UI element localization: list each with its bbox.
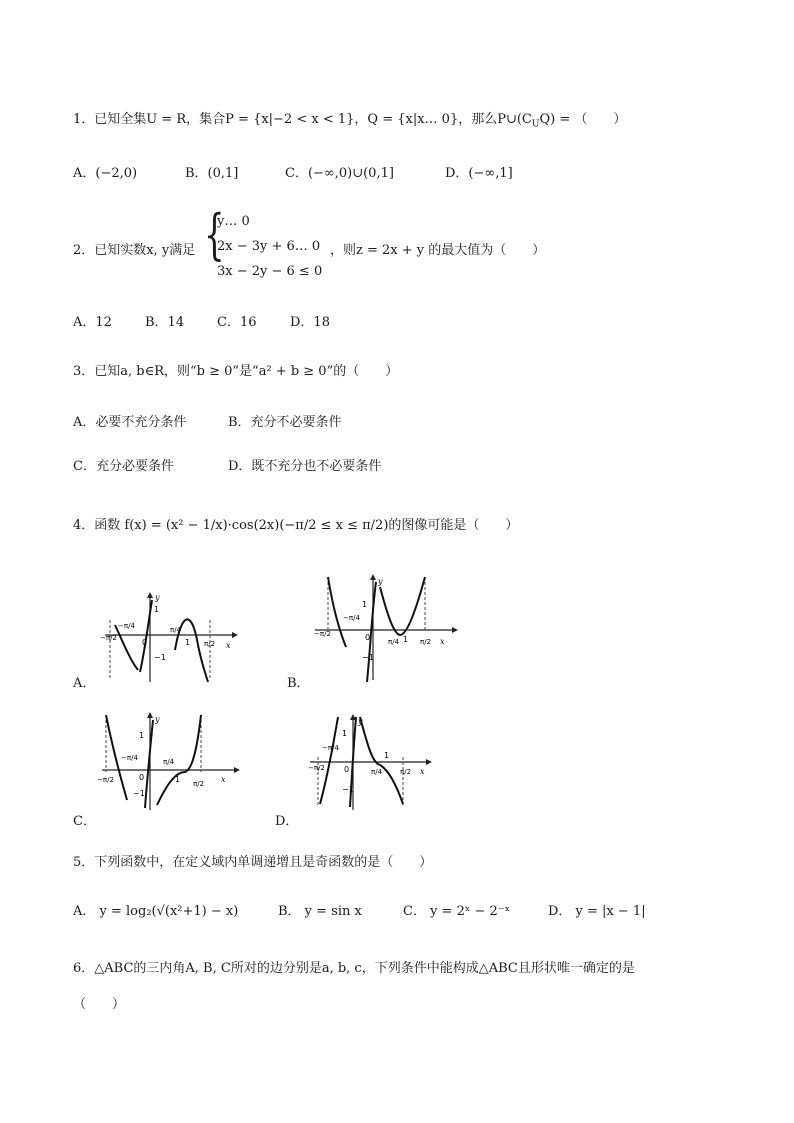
graph-b-label: B． (287, 676, 310, 691)
graph-a-tick-neg1: −1 (154, 653, 166, 662)
q1-option-d: D．(−∞,1] (445, 166, 513, 181)
graph-a-half-pi: π/2 (204, 640, 216, 648)
q5-stem: 5．下列函数中，在定义域内单调递增且是奇函数的是（ ） (73, 855, 433, 870)
graph-a-neg-half-pi: −π/2 (100, 634, 117, 642)
graph-d-y-label: y (358, 717, 363, 726)
graph-b-one: 1 (403, 635, 409, 644)
graph-d-tick-neg1: −1 (342, 785, 354, 794)
graph-d-label: D． (275, 814, 299, 829)
q5-option-a: A． y = log₂(√(x²+1) − x) (73, 904, 239, 919)
graph-c-quarter-pi: π/4 (163, 758, 175, 766)
graph-c-label: C． (73, 814, 96, 829)
graph-c-one: 1 (175, 775, 181, 784)
graph-c-tick-1: 1 (139, 731, 145, 740)
graph-c-neg-half-pi: −π/2 (97, 776, 114, 784)
q1-option-b: B．(0,1] (185, 166, 239, 181)
graph-b-tick-neg1: −1 (362, 653, 374, 662)
graph-d-x-label: x (420, 767, 425, 776)
q2-option-a: A．12 (73, 315, 112, 330)
graph-b-tick-1: 1 (362, 600, 368, 609)
graph-a-origin: 0 (142, 638, 148, 647)
graph-a-quarter-pi: π/4 (170, 626, 182, 634)
q4-stem: 4．函数 f(x) = (x² − 1/x)·cos(2x)(−π/2 ≤ x ≤ π/2)的图像可能是（ ） (73, 518, 519, 533)
graph-a-one: 1 (185, 638, 191, 647)
q3-stem: 3．已知a, b∈R，则“b ≥ 0”是“a² + b ≥ 0”的（ ） (73, 364, 399, 379)
graph-b (310, 572, 460, 684)
q2-constraint-2: 2x − 3y + 6… 0 (217, 239, 321, 254)
graph-b-origin: 0 (365, 633, 371, 642)
q3-option-c: C．充分必要条件 (73, 459, 174, 474)
q1-option-a: A．(−2,0) (73, 166, 138, 181)
graph-c-x-label: x (221, 775, 226, 784)
graph-d (308, 712, 438, 812)
graph-b-half-pi: π/2 (420, 638, 432, 646)
graph-b-x-label: x (440, 637, 445, 646)
q6-stem: 6．△ABC的三内角A, B, C所对的边分别是a, b, c，下列条件中能构成△ABC且形状唯一确定的是 (73, 961, 635, 976)
graph-a-x-label: x (226, 641, 231, 650)
graph-d-origin: 0 (344, 765, 350, 774)
q3-option-b: B．充分不必要条件 (228, 415, 342, 430)
graph-d-neg-half-pi: −π/2 (308, 764, 325, 772)
graph-c-tick-neg1: −1 (133, 789, 145, 798)
q5-option-c: C． y = 2ˣ − 2⁻ˣ (403, 904, 511, 919)
graph-d-quarter-pi: π/4 (371, 768, 383, 776)
graph-d-neg-quarter-pi: −π/4 (322, 744, 339, 752)
q6-answer-paren: （ ） (73, 997, 126, 1012)
graph-c-neg-quarter-pi: −π/4 (121, 754, 138, 762)
graph-a (100, 590, 240, 685)
graph-b-quarter-pi: π/4 (388, 638, 400, 646)
q3-option-d: D．既不充分也不必要条件 (228, 459, 382, 474)
q5-option-b: B． y = sin x (278, 904, 362, 919)
graph-a-neg-quarter-pi: −π/4 (118, 622, 135, 630)
graph-b-neg-quarter-pi: −π/4 (343, 614, 360, 622)
q2-suffix: ，则z = 2x + y 的最大值为（ ） (330, 243, 546, 258)
graph-a-y-label: y (155, 593, 160, 602)
graph-c-origin: 0 (139, 773, 145, 782)
graph-d-one: 1 (384, 751, 390, 760)
graph-a-tick-1: 1 (154, 605, 160, 614)
q1-stem: 1．已知全集U = R，集合P = {x|−2 < x < 1}，Q = {x|x… 0}，那么$P\cup(C_UQ)$ = （ ） (73, 112, 627, 130)
q2-constraint-1: y… 0 (217, 214, 250, 229)
q3-option-a: A．必要不充分条件 (73, 415, 187, 430)
q5-option-d: D． y = |x − 1| (548, 904, 646, 919)
q2-brace: { (204, 203, 225, 266)
q1-option-c: C．(−∞,0)∪(0,1] (285, 166, 394, 181)
graph-c-half-pi: π/2 (193, 780, 205, 788)
q2-option-b: B．14 (145, 315, 185, 330)
graph-d-half-pi: π/2 (400, 768, 412, 776)
graph-c-y-label: y (155, 715, 160, 724)
graph-b-neg-half-pi: −π/2 (314, 630, 331, 638)
graph-c (97, 710, 242, 812)
q2-constraint-3: 3x − 2y − 6 ≤ 0 (217, 264, 323, 279)
q2-option-c: C．16 (217, 315, 257, 330)
graph-b-y-label: y (378, 577, 383, 586)
graph-d-tick-1: 1 (342, 729, 348, 738)
q2-option-d: D．18 (290, 315, 330, 330)
graph-a-label: A． (73, 676, 96, 691)
q2-prefix: 2．已知实数x, y满足 (73, 243, 196, 258)
